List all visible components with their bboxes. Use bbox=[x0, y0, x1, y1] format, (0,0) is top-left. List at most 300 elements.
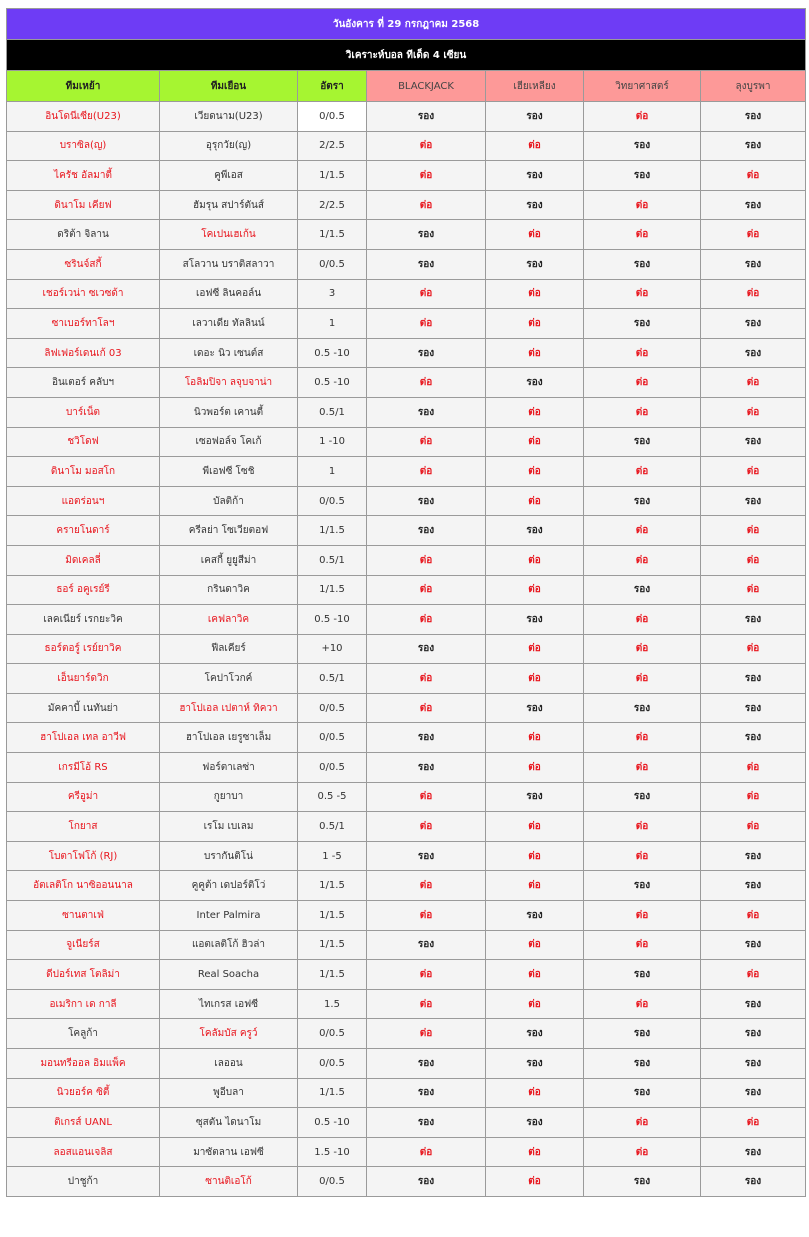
handicap-rate: 0/0.5 bbox=[298, 1049, 367, 1079]
expert-pick: ต่อ bbox=[584, 901, 701, 931]
away-team: บัลติก้า bbox=[160, 486, 298, 516]
expert-pick: ต่อ bbox=[701, 368, 806, 398]
expert-pick: ต่อ bbox=[367, 190, 486, 220]
home-team: ฮาโปเอล เทล อาวีฟ bbox=[7, 723, 160, 753]
analysis-table-container bbox=[6, 8, 805, 1197]
away-team: คูพีเอส bbox=[160, 161, 298, 191]
expert-pick: ต่อ bbox=[367, 575, 486, 605]
expert-pick: ต่อ bbox=[486, 1167, 584, 1197]
table-row bbox=[7, 545, 806, 575]
expert-pick: ต่อ bbox=[584, 753, 701, 783]
table-row bbox=[7, 131, 806, 161]
away-team: ไทเกรส เอฟซี bbox=[160, 989, 298, 1019]
expert-pick: รอง bbox=[486, 190, 584, 220]
column-header-rate: อัตรา bbox=[298, 71, 367, 102]
home-team: บราซิล(ญ) bbox=[7, 131, 160, 161]
expert-pick: ต่อ bbox=[486, 930, 584, 960]
away-team: อุรุกวัย(ญ) bbox=[160, 131, 298, 161]
handicap-rate: 0/0.5 bbox=[298, 102, 367, 132]
expert-pick: ต่อ bbox=[701, 457, 806, 487]
handicap-rate: 0/0.5 bbox=[298, 723, 367, 753]
expert-pick: รอง bbox=[584, 693, 701, 723]
expert-pick: รอง bbox=[701, 249, 806, 279]
handicap-rate: 1/1.5 bbox=[298, 871, 367, 901]
away-team: กูยาบา bbox=[160, 782, 298, 812]
table-row bbox=[7, 279, 806, 309]
table-row bbox=[7, 516, 806, 546]
expert-pick: รอง bbox=[367, 338, 486, 368]
table-row bbox=[7, 693, 806, 723]
away-team: เซอฟอล์จ โคเก้ bbox=[160, 427, 298, 457]
away-team: เลออน bbox=[160, 1049, 298, 1079]
expert-pick: รอง bbox=[584, 161, 701, 191]
expert-pick: รอง bbox=[701, 1167, 806, 1197]
expert-pick: ต่อ bbox=[486, 427, 584, 457]
handicap-rate: 0.5 -10 bbox=[298, 368, 367, 398]
expert-pick: รอง bbox=[367, 1078, 486, 1108]
expert-pick: รอง bbox=[584, 249, 701, 279]
expert-pick: รอง bbox=[486, 516, 584, 546]
away-team: สโลวาน บราติสลาวา bbox=[160, 249, 298, 279]
expert-pick: ต่อ bbox=[486, 220, 584, 250]
handicap-rate: 1/1.5 bbox=[298, 516, 367, 546]
expert-pick: รอง bbox=[701, 989, 806, 1019]
column-header-row bbox=[7, 71, 806, 102]
table-row bbox=[7, 782, 806, 812]
expert-pick: ต่อ bbox=[584, 190, 701, 220]
table-row bbox=[7, 368, 806, 398]
expert-pick: ต่อ bbox=[584, 605, 701, 635]
home-team: ธอร์ตอรู์ เรย์ยาวิค bbox=[7, 634, 160, 664]
expert-pick: รอง bbox=[486, 1049, 584, 1079]
expert-pick: รอง bbox=[367, 516, 486, 546]
table-row bbox=[7, 664, 806, 694]
expert-pick: รอง bbox=[701, 693, 806, 723]
expert-pick: ต่อ bbox=[584, 1137, 701, 1167]
expert-pick: ต่อ bbox=[367, 871, 486, 901]
away-team: เดอะ นิว เซนต์ส bbox=[160, 338, 298, 368]
home-team: ลอสแอนเจลิส bbox=[7, 1137, 160, 1167]
table-row bbox=[7, 338, 806, 368]
expert-pick: รอง bbox=[701, 102, 806, 132]
expert-pick: ต่อ bbox=[486, 457, 584, 487]
home-team: ดินาโม เคียฟ bbox=[7, 190, 160, 220]
handicap-rate: 0.5/1 bbox=[298, 397, 367, 427]
table-row bbox=[7, 871, 806, 901]
home-team: ซรินจ์สกี้ bbox=[7, 249, 160, 279]
handicap-rate: 0.5/1 bbox=[298, 812, 367, 842]
home-team: ไครัช อัลมาตี้ bbox=[7, 161, 160, 191]
home-team: ดินาโม มอสโก bbox=[7, 457, 160, 487]
away-team: มาซัตลาน เอฟซี bbox=[160, 1137, 298, 1167]
table-row bbox=[7, 930, 806, 960]
away-team: Inter Palmira bbox=[160, 901, 298, 931]
expert-pick: ต่อ bbox=[701, 1108, 806, 1138]
expert-pick: ต่อ bbox=[584, 220, 701, 250]
expert-pick: ต่อ bbox=[701, 545, 806, 575]
home-team: อินเตอร์ คลับฯ bbox=[7, 368, 160, 398]
expert-pick: ต่อ bbox=[367, 161, 486, 191]
expert-pick: ต่อ bbox=[367, 309, 486, 339]
table-row bbox=[7, 1078, 806, 1108]
expert-pick: ต่อ bbox=[486, 131, 584, 161]
table-row bbox=[7, 397, 806, 427]
expert-pick: ต่อ bbox=[584, 397, 701, 427]
expert-pick: รอง bbox=[486, 1019, 584, 1049]
handicap-rate: 0/0.5 bbox=[298, 249, 367, 279]
home-team: ครายโนดาร์ bbox=[7, 516, 160, 546]
column-header-home: ทีมเหย้า bbox=[7, 71, 160, 102]
home-team: ดีปอร์เทส โตลิม่า bbox=[7, 960, 160, 990]
handicap-rate: 1/1.5 bbox=[298, 575, 367, 605]
expert-pick: ต่อ bbox=[367, 368, 486, 398]
table-row bbox=[7, 1108, 806, 1138]
expert-pick: รอง bbox=[701, 723, 806, 753]
analysis-table bbox=[6, 8, 806, 1197]
away-team: ฮาโปเอล เยรูซาเล็ม bbox=[160, 723, 298, 753]
expert-pick: ต่อ bbox=[486, 486, 584, 516]
date-title: วันอังคาร ที่ 29 กรกฎาคม 2568 bbox=[7, 9, 806, 40]
expert-pick: รอง bbox=[367, 397, 486, 427]
expert-pick: รอง bbox=[584, 575, 701, 605]
away-team: ครีลย่า โซเวียตอฟ bbox=[160, 516, 298, 546]
away-team: บรากันติโน่ bbox=[160, 841, 298, 871]
expert-pick: ต่อ bbox=[367, 1019, 486, 1049]
date-title-row bbox=[7, 9, 806, 40]
handicap-rate: 1.5 bbox=[298, 989, 367, 1019]
expert-pick: ต่อ bbox=[584, 841, 701, 871]
expert-pick: รอง bbox=[486, 161, 584, 191]
handicap-rate: 1.5 -10 bbox=[298, 1137, 367, 1167]
expert-pick: รอง bbox=[701, 338, 806, 368]
expert-pick: รอง bbox=[584, 1078, 701, 1108]
expert-pick: ต่อ bbox=[584, 989, 701, 1019]
table-row bbox=[7, 427, 806, 457]
home-team: นิวยอร์ค ซิตี้ bbox=[7, 1078, 160, 1108]
expert-pick: รอง bbox=[701, 1078, 806, 1108]
expert-pick: รอง bbox=[701, 605, 806, 635]
expert-pick: ต่อ bbox=[701, 960, 806, 990]
handicap-rate: 0.5 -5 bbox=[298, 782, 367, 812]
expert-pick: ต่อ bbox=[486, 338, 584, 368]
away-team: เรโม เบเลม bbox=[160, 812, 298, 842]
away-team: ฟอร์ตาเลซ่า bbox=[160, 753, 298, 783]
handicap-rate: 0.5/1 bbox=[298, 664, 367, 694]
expert-pick: ต่อ bbox=[701, 161, 806, 191]
handicap-rate: 1 -5 bbox=[298, 841, 367, 871]
away-team: โคลัมบัส ครูว์ bbox=[160, 1019, 298, 1049]
away-team: โคเปนเฮเก้น bbox=[160, 220, 298, 250]
away-team: พีเอฟซี โซชิ bbox=[160, 457, 298, 487]
expert-pick: รอง bbox=[486, 605, 584, 635]
handicap-rate: 2/2.5 bbox=[298, 131, 367, 161]
handicap-rate: 1/1.5 bbox=[298, 901, 367, 931]
away-team: คูคูต้า เดปอร์ติโว่ bbox=[160, 871, 298, 901]
away-team: ซานติเอโก้ bbox=[160, 1167, 298, 1197]
home-team: เกรมีโอ้ RS bbox=[7, 753, 160, 783]
expert-pick: ต่อ bbox=[486, 309, 584, 339]
expert-pick: ต่อ bbox=[367, 989, 486, 1019]
handicap-rate: +10 bbox=[298, 634, 367, 664]
expert-pick: ต่อ bbox=[486, 545, 584, 575]
away-team: เคฟลาวิค bbox=[160, 605, 298, 635]
home-team: โกยาส bbox=[7, 812, 160, 842]
expert-pick: รอง bbox=[486, 1108, 584, 1138]
expert-pick: ต่อ bbox=[701, 634, 806, 664]
table-row bbox=[7, 901, 806, 931]
expert-pick: รอง bbox=[701, 486, 806, 516]
table-row bbox=[7, 723, 806, 753]
expert-pick: ต่อ bbox=[367, 812, 486, 842]
expert-pick: รอง bbox=[367, 486, 486, 516]
home-team: มิดเคลลี่ bbox=[7, 545, 160, 575]
expert-pick: ต่อ bbox=[486, 753, 584, 783]
handicap-rate: 1/1.5 bbox=[298, 930, 367, 960]
table-row bbox=[7, 575, 806, 605]
expert-pick: รอง bbox=[584, 782, 701, 812]
expert-pick: รอง bbox=[701, 131, 806, 161]
expert-pick: ต่อ bbox=[486, 1078, 584, 1108]
expert-pick: ต่อ bbox=[701, 753, 806, 783]
expert-pick: รอง bbox=[584, 1049, 701, 1079]
expert-pick: ต่อ bbox=[584, 279, 701, 309]
column-header-expert-lung-burapha: ลุงบูรพา bbox=[701, 71, 806, 102]
home-team: ธอร์ อคูเรย์รี bbox=[7, 575, 160, 605]
expert-pick: รอง bbox=[486, 782, 584, 812]
home-team: อัตเลติโก นาซิออนนาล bbox=[7, 871, 160, 901]
home-team: โคลูก้า bbox=[7, 1019, 160, 1049]
home-team: ซานตาเฟ่ bbox=[7, 901, 160, 931]
handicap-rate: 0/0.5 bbox=[298, 1019, 367, 1049]
away-team: เอฟซี ลินคอล์น bbox=[160, 279, 298, 309]
column-header-expert-blackjack: BLACKJACK bbox=[367, 71, 486, 102]
table-row bbox=[7, 841, 806, 871]
expert-pick: รอง bbox=[486, 102, 584, 132]
expert-pick: ต่อ bbox=[584, 457, 701, 487]
away-team: เวียดนาม(U23) bbox=[160, 102, 298, 132]
home-team: อเมริกา เด กาลี bbox=[7, 989, 160, 1019]
expert-pick: ต่อ bbox=[701, 397, 806, 427]
handicap-rate: 0.5 -10 bbox=[298, 1108, 367, 1138]
expert-pick: ต่อ bbox=[486, 989, 584, 1019]
expert-pick: ต่อ bbox=[486, 812, 584, 842]
table-row bbox=[7, 753, 806, 783]
away-team: เลวาเดีย ทัลลินน์ bbox=[160, 309, 298, 339]
table-row bbox=[7, 1049, 806, 1079]
column-header-expert-science: วิทยาศาสตร์ bbox=[584, 71, 701, 102]
expert-pick: ต่อ bbox=[367, 605, 486, 635]
table-row bbox=[7, 457, 806, 487]
expert-pick: รอง bbox=[701, 871, 806, 901]
expert-pick: รอง bbox=[701, 1019, 806, 1049]
away-team: ฮาโปเอล เปตาห์ ทิควา bbox=[160, 693, 298, 723]
table-row bbox=[7, 1137, 806, 1167]
table-row bbox=[7, 960, 806, 990]
home-team: บาร์เน็ต bbox=[7, 397, 160, 427]
handicap-rate: 0/0.5 bbox=[298, 753, 367, 783]
handicap-rate: 0.5 -10 bbox=[298, 605, 367, 635]
expert-pick: รอง bbox=[701, 930, 806, 960]
expert-pick: ต่อ bbox=[486, 841, 584, 871]
expert-pick: ต่อ bbox=[486, 664, 584, 694]
expert-pick: รอง bbox=[701, 190, 806, 220]
expert-pick: ต่อ bbox=[367, 693, 486, 723]
away-team: โอลิมปิจา ลจุบจาน่า bbox=[160, 368, 298, 398]
home-team: เชอร์เวน่า ซเวซด้า bbox=[7, 279, 160, 309]
expert-pick: รอง bbox=[584, 871, 701, 901]
home-team: เอ็นยาร์ดวิก bbox=[7, 664, 160, 694]
expert-pick: ต่อ bbox=[486, 575, 584, 605]
home-team: ชวิโดฟ bbox=[7, 427, 160, 457]
expert-pick: ต่อ bbox=[584, 664, 701, 694]
table-row bbox=[7, 486, 806, 516]
expert-pick: ต่อ bbox=[584, 812, 701, 842]
away-team: ฟีลเคียร์ bbox=[160, 634, 298, 664]
expert-pick: รอง bbox=[486, 693, 584, 723]
away-team: เคสกี้ ยูยูสีม่า bbox=[160, 545, 298, 575]
table-row bbox=[7, 190, 806, 220]
expert-pick: ต่อ bbox=[584, 1108, 701, 1138]
expert-pick: รอง bbox=[486, 901, 584, 931]
expert-pick: รอง bbox=[584, 309, 701, 339]
table-row bbox=[7, 249, 806, 279]
home-team: มัคคาบี้ เนทันย่า bbox=[7, 693, 160, 723]
handicap-rate: 0.5 -10 bbox=[298, 338, 367, 368]
expert-pick: ต่อ bbox=[367, 1137, 486, 1167]
home-team: อินโดนีเซีย(U23) bbox=[7, 102, 160, 132]
expert-pick: รอง bbox=[486, 368, 584, 398]
expert-pick: ต่อ bbox=[584, 102, 701, 132]
handicap-rate: 0/0.5 bbox=[298, 1167, 367, 1197]
away-team: Real Soacha bbox=[160, 960, 298, 990]
home-team: ติเกรส์ UANL bbox=[7, 1108, 160, 1138]
table-row bbox=[7, 989, 806, 1019]
handicap-rate: 0.5/1 bbox=[298, 545, 367, 575]
expert-pick: ต่อ bbox=[486, 397, 584, 427]
expert-pick: ต่อ bbox=[701, 279, 806, 309]
expert-pick: ต่อ bbox=[584, 545, 701, 575]
away-team: กรินดาวิค bbox=[160, 575, 298, 605]
away-team: นิวพอร์ต เคานตี้ bbox=[160, 397, 298, 427]
expert-pick: รอง bbox=[701, 841, 806, 871]
home-team: ปาชูก้า bbox=[7, 1167, 160, 1197]
expert-pick: ต่อ bbox=[701, 782, 806, 812]
subtitle-row bbox=[7, 40, 806, 71]
handicap-rate: 0/0.5 bbox=[298, 693, 367, 723]
handicap-rate: 1/1.5 bbox=[298, 1078, 367, 1108]
handicap-rate: 1 bbox=[298, 457, 367, 487]
table-row bbox=[7, 634, 806, 664]
table-row bbox=[7, 1019, 806, 1049]
handicap-rate: 2/2.5 bbox=[298, 190, 367, 220]
home-team: มอนทรีออล อิมแพ็ค bbox=[7, 1049, 160, 1079]
expert-pick: ต่อ bbox=[584, 634, 701, 664]
expert-pick: ต่อ bbox=[584, 723, 701, 753]
expert-pick: รอง bbox=[367, 220, 486, 250]
table-row bbox=[7, 1167, 806, 1197]
expert-pick: รอง bbox=[584, 1167, 701, 1197]
expert-pick: รอง bbox=[367, 723, 486, 753]
expert-pick: ต่อ bbox=[486, 634, 584, 664]
handicap-rate: 3 bbox=[298, 279, 367, 309]
handicap-rate: 1/1.5 bbox=[298, 161, 367, 191]
expert-pick: ต่อ bbox=[584, 930, 701, 960]
expert-pick: ต่อ bbox=[486, 960, 584, 990]
expert-pick: รอง bbox=[701, 309, 806, 339]
column-header-expert-hia-liang: เฮียเหลียง bbox=[486, 71, 584, 102]
table-row bbox=[7, 161, 806, 191]
home-team: ซาเบอร์ทาโลฯ bbox=[7, 309, 160, 339]
expert-pick: รอง bbox=[584, 960, 701, 990]
home-team: จูเนียร์ส bbox=[7, 930, 160, 960]
expert-pick: ต่อ bbox=[701, 812, 806, 842]
expert-pick: รอง bbox=[701, 1049, 806, 1079]
expert-pick: รอง bbox=[367, 1049, 486, 1079]
home-team: โบตาโฟโก้ (RJ) bbox=[7, 841, 160, 871]
expert-pick: ต่อ bbox=[367, 960, 486, 990]
expert-pick: ต่อ bbox=[367, 545, 486, 575]
table-row bbox=[7, 309, 806, 339]
expert-pick: รอง bbox=[367, 841, 486, 871]
expert-pick: ต่อ bbox=[584, 338, 701, 368]
away-team: พูอีบลา bbox=[160, 1078, 298, 1108]
away-team: ซุสตัน ไดนาโม bbox=[160, 1108, 298, 1138]
expert-pick: รอง bbox=[367, 102, 486, 132]
subtitle: วิเคราะห์บอล ทีเด็ด 4 เซียน bbox=[7, 40, 806, 71]
expert-pick: รอง bbox=[701, 1137, 806, 1167]
table-row bbox=[7, 812, 806, 842]
expert-pick: รอง bbox=[701, 427, 806, 457]
expert-pick: ต่อ bbox=[367, 279, 486, 309]
away-team: ฮัมรุน สปาร์ตันส์ bbox=[160, 190, 298, 220]
home-team: ลิฟเฟอร์เดนเก้ 03 bbox=[7, 338, 160, 368]
expert-pick: ต่อ bbox=[701, 901, 806, 931]
expert-pick: ต่อ bbox=[486, 871, 584, 901]
table-row bbox=[7, 220, 806, 250]
home-team: ดริต้า จิลาน bbox=[7, 220, 160, 250]
handicap-rate: 0/0.5 bbox=[298, 486, 367, 516]
table-row bbox=[7, 102, 806, 132]
expert-pick: รอง bbox=[486, 249, 584, 279]
expert-pick: ต่อ bbox=[367, 457, 486, 487]
expert-pick: รอง bbox=[367, 1167, 486, 1197]
expert-pick: ต่อ bbox=[367, 131, 486, 161]
table-body bbox=[7, 102, 806, 1197]
expert-pick: ต่อ bbox=[701, 516, 806, 546]
home-team: ครีอูม่า bbox=[7, 782, 160, 812]
expert-pick: รอง bbox=[367, 930, 486, 960]
expert-pick: ต่อ bbox=[701, 575, 806, 605]
expert-pick: รอง bbox=[701, 664, 806, 694]
expert-pick: ต่อ bbox=[701, 220, 806, 250]
expert-pick: ต่อ bbox=[584, 368, 701, 398]
table-row bbox=[7, 605, 806, 635]
home-team: แอตร่อนฯ bbox=[7, 486, 160, 516]
expert-pick: รอง bbox=[584, 1019, 701, 1049]
expert-pick: ต่อ bbox=[486, 1137, 584, 1167]
away-team: โคปาโวกค์ bbox=[160, 664, 298, 694]
column-header-away: ทีมเยือน bbox=[160, 71, 298, 102]
expert-pick: ต่อ bbox=[367, 664, 486, 694]
expert-pick: ต่อ bbox=[584, 516, 701, 546]
home-team: เลคเนียร์ เรกยะวิค bbox=[7, 605, 160, 635]
expert-pick: รอง bbox=[584, 131, 701, 161]
expert-pick: ต่อ bbox=[367, 427, 486, 457]
expert-pick: รอง bbox=[367, 753, 486, 783]
handicap-rate: 1/1.5 bbox=[298, 960, 367, 990]
handicap-rate: 1 -10 bbox=[298, 427, 367, 457]
handicap-rate: 1/1.5 bbox=[298, 220, 367, 250]
